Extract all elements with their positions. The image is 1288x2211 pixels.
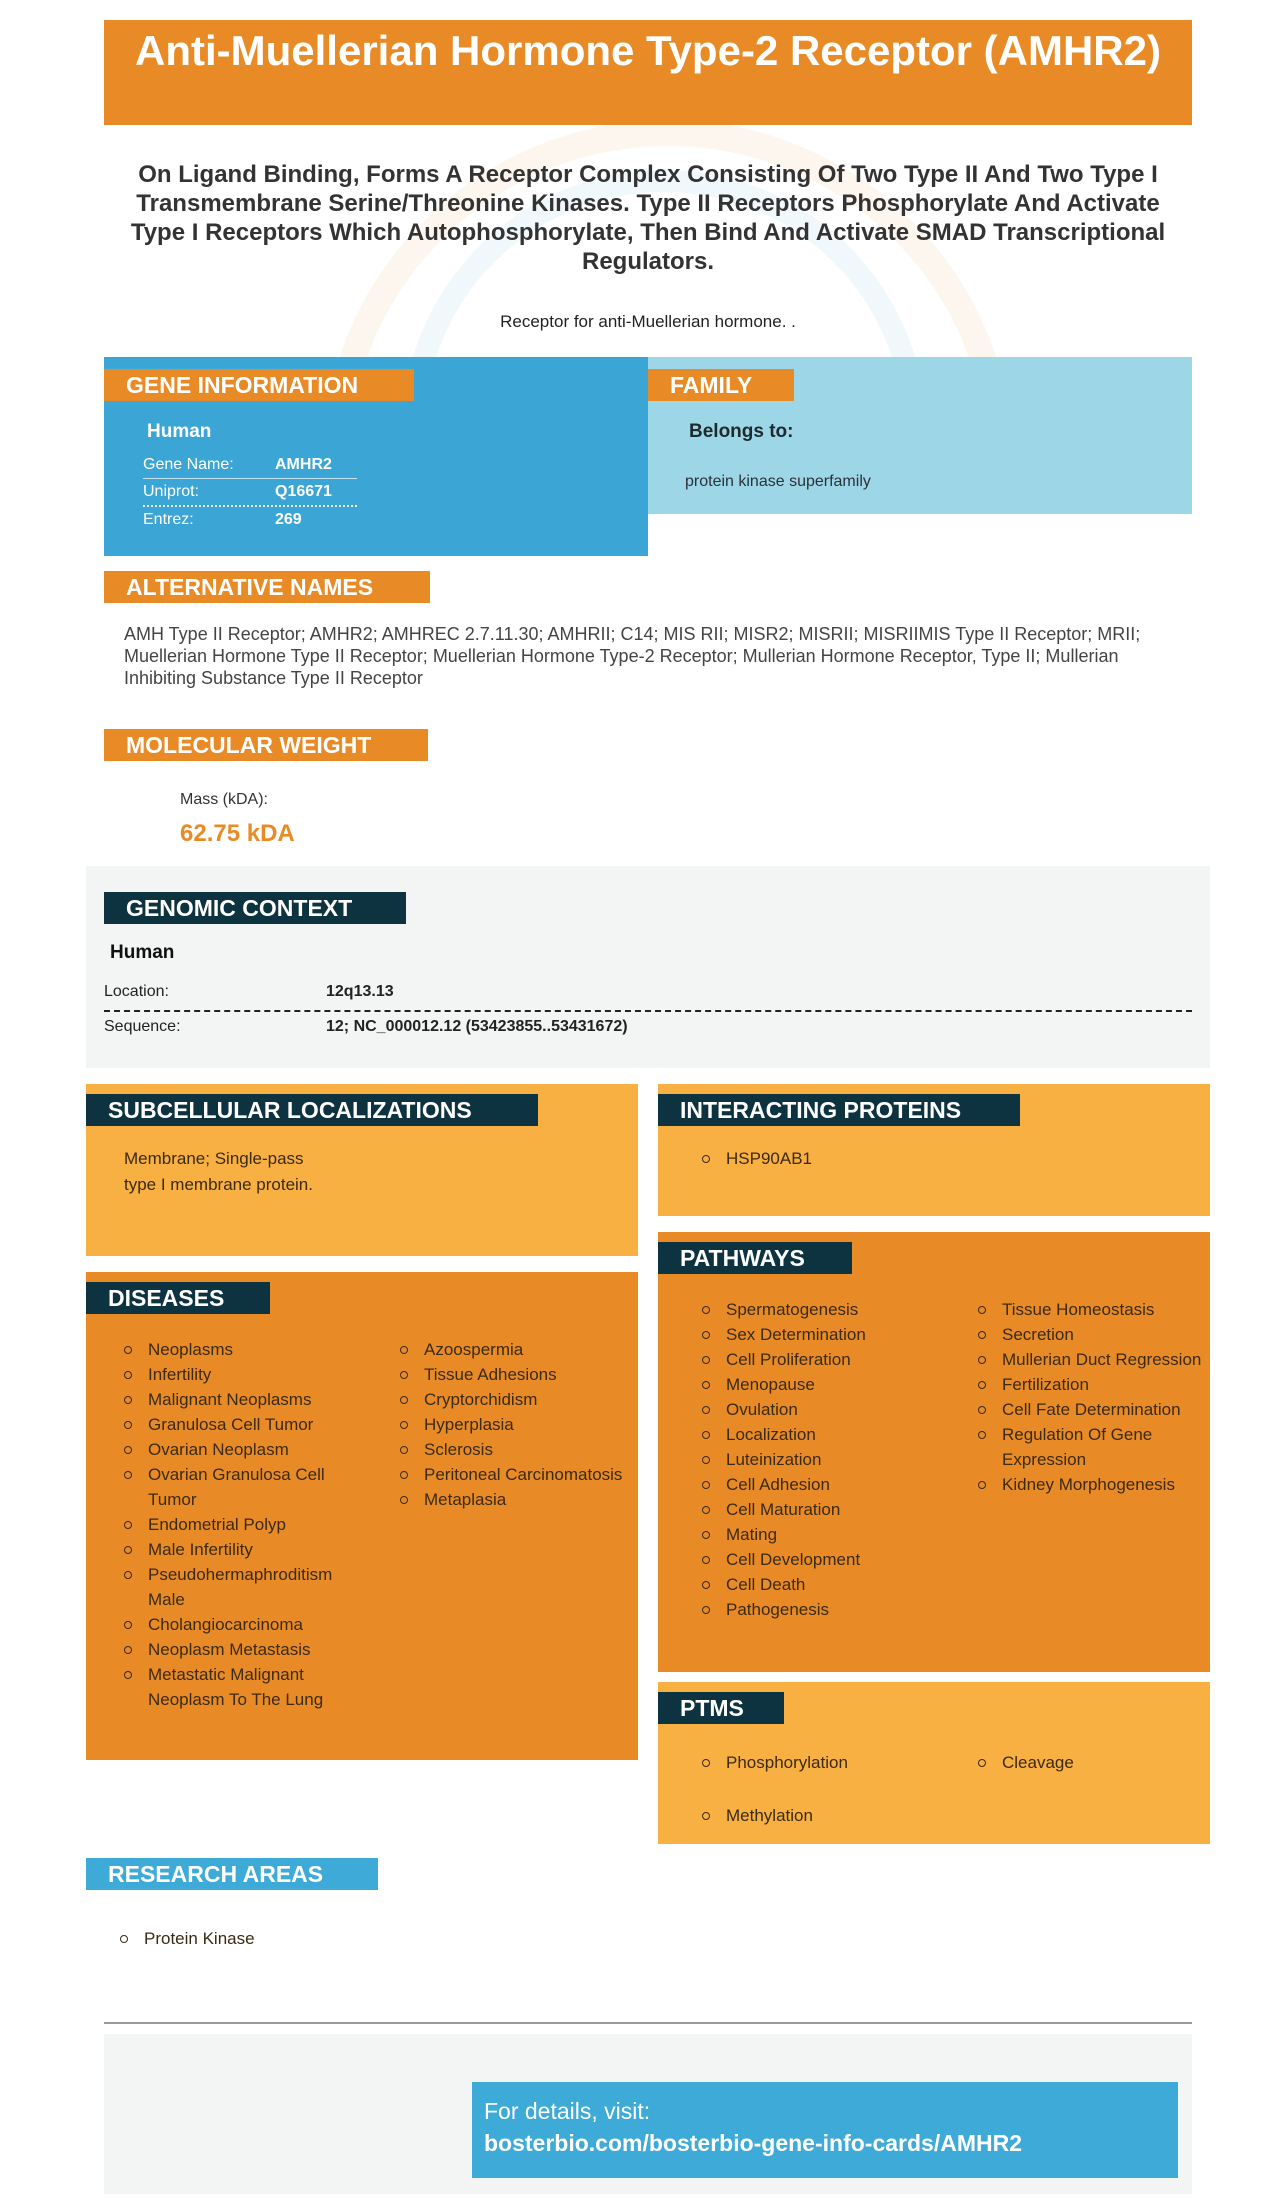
pathways-heading: PATHWAYS [658,1242,852,1274]
list-item: Cleavage [978,1750,1074,1775]
list-item: Male Infertility [124,1537,368,1562]
list-item: Malignant Neoplasms [124,1387,368,1412]
page-title: Anti-Muellerian Hormone Type-2 Receptor (AMHR2) [104,20,1192,125]
interacting-proteins-panel [658,1084,1210,1216]
list-item: Neoplasm Metastasis [124,1637,368,1662]
list-item: Menopause [702,1372,946,1397]
entrez-value: 269 [275,511,302,528]
function-summary-text: Receptor for anti-Muellerian hormone. . [500,312,796,331]
genomic-species: Human [110,942,175,963]
list-item: Azoospermia [400,1337,644,1362]
research-areas-list [120,1926,255,1951]
gene-name-row [143,451,357,479]
list-item: Ovulation [702,1397,946,1422]
list-item: Cell Fate Determination [978,1397,1222,1422]
list-item: Fertilization [978,1372,1222,1397]
location-row [104,977,1192,1012]
alternative-names-text: AMH Type II Receptor; AMHR2; AMHREC 2.7.11.30; AMHRII; C14; MIS RII; MISR2; MISRII; MISRIIMIS Type II Receptor; MRII; Muellerian Hormone Type II Receptor; Muellerian Hormone Type-2 Receptor; Mullerian Hormone Receptor, Type II; Mullerian Inhibiting Substance Type II Receptor [124,624,1141,688]
list-item: Sex Determination [702,1322,946,1347]
list-item: Sclerosis [400,1437,644,1462]
list-item: Metaplasia [400,1487,644,1512]
list-item: Neoplasms [124,1337,368,1362]
list-item: Pathogenesis [702,1597,946,1622]
list-item: Tissue Adhesions [400,1362,644,1387]
alternative-names-heading: ALTERNATIVE NAMES [104,571,430,603]
footer-divider [104,2022,1192,2024]
list-item: Tissue Homeostasis [978,1297,1222,1322]
ptms-list-col1 [702,1750,848,1828]
list-item: Ovarian Neoplasm [124,1437,368,1462]
list-item: Cell Death [702,1572,946,1597]
list-item: HSP90AB1 [702,1146,812,1171]
list-item: Luteinization [702,1447,946,1472]
gene-name-label: Gene Name: [143,456,234,473]
genomic-context-heading: GENOMIC CONTEXT [104,892,406,924]
ptms-list-col2 [978,1750,1074,1775]
gene-information-panel [104,357,648,556]
list-item: Cholangiocarcinoma [124,1612,368,1637]
list-item: Kidney Morphogenesis [978,1472,1222,1497]
list-item: Pseudohermaphroditism Male [124,1562,368,1612]
uniprot-value: Q16671 [275,483,332,500]
list-item: Phosphorylation [702,1750,848,1775]
subcellular-panel [86,1084,638,1256]
list-item: Ovarian Granulosa Cell Tumor [124,1462,368,1512]
entrez-row [143,506,357,533]
details-url-link[interactable]: bosterbio.com/bosterbio-gene-info-cards/AMHR2 [484,2130,1022,2156]
interacting-proteins-heading: INTERACTING PROTEINS [658,1094,1020,1126]
uniprot-label: Uniprot: [143,483,200,500]
list-item: Mullerian Duct Regression [978,1347,1222,1372]
function-summary-heading: On Ligand Binding, Forms A Receptor Complex Consisting Of Two Type II And Two Type I Transmembrane Serine/Threonine Kinases. Type II Receptors Phosphorylate And Activate Type I Receptors Which Autophosphorylate, Then Bind And Activate SMAD Transcriptional Regulators. [130,161,1166,275]
list-item: Spermatogenesis [702,1297,946,1322]
interacting-proteins-list [702,1146,812,1171]
sequence-label: Sequence: [104,1018,181,1035]
diseases-list-col1 [124,1337,368,1712]
ptms-panel [658,1682,1210,1844]
subcellular-text-line1: Membrane; Single-pass [124,1149,304,1168]
list-item: Hyperplasia [400,1412,644,1437]
list-item: Secretion [978,1322,1222,1347]
ptms-heading: PTMS [658,1692,784,1724]
diseases-panel [86,1272,638,1760]
gene-name-value: AMHR2 [275,456,332,473]
diseases-heading: DISEASES [86,1282,270,1314]
list-item: Localization [702,1422,946,1447]
list-item: Peritoneal Carcinomatosis [400,1462,644,1487]
entrez-label: Entrez: [143,511,194,528]
details-link-box[interactable] [472,2082,1178,2178]
list-item: Methylation [702,1803,848,1828]
subcellular-heading: SUBCELLULAR LOCALIZATIONS [86,1094,538,1126]
location-value: 12q13.13 [326,983,394,1000]
list-item: Cell Adhesion [702,1472,946,1497]
list-item: Cell Maturation [702,1497,946,1522]
list-item: Infertility [124,1362,368,1387]
uniprot-row [143,478,357,507]
gene-information-heading: GENE INFORMATION [104,369,414,401]
mass-value: 62.75 kDA [180,820,295,847]
sequence-value: 12; NC_000012.12 (53423855..53431672) [326,1018,628,1035]
list-item: Regulation Of Gene Expression [978,1422,1222,1472]
list-item: Mating [702,1522,946,1547]
mass-label: Mass (kDA): [180,791,268,808]
family-value: protein kinase superfamily [685,473,871,490]
family-panel [648,357,1192,514]
list-item: Metastatic Malignant Neoplasm To The Lung [124,1662,368,1712]
family-belongs-label: Belongs to: [689,421,794,442]
list-item: Cell Development [702,1547,946,1572]
gene-species: Human [147,421,212,442]
subcellular-text-line2: type I membrane protein. [124,1175,313,1194]
diseases-list-col2 [400,1337,644,1512]
pathways-list-col1 [702,1297,946,1622]
research-areas-heading: RESEARCH AREAS [86,1858,378,1890]
location-label: Location: [104,983,169,1000]
list-item: Granulosa Cell Tumor [124,1412,368,1437]
molecular-weight-heading: MOLECULAR WEIGHT [104,729,428,761]
family-heading: FAMILY [648,369,794,401]
list-item: Cell Proliferation [702,1347,946,1372]
list-item: Endometrial Polyp [124,1512,368,1537]
pathways-list-col2 [978,1297,1222,1497]
details-prompt: For details, visit: [484,2098,651,2124]
pathways-panel [658,1232,1210,1672]
list-item: Cryptorchidism [400,1387,644,1412]
list-item: Protein Kinase [120,1926,255,1951]
sequence-row [104,1012,1192,1045]
